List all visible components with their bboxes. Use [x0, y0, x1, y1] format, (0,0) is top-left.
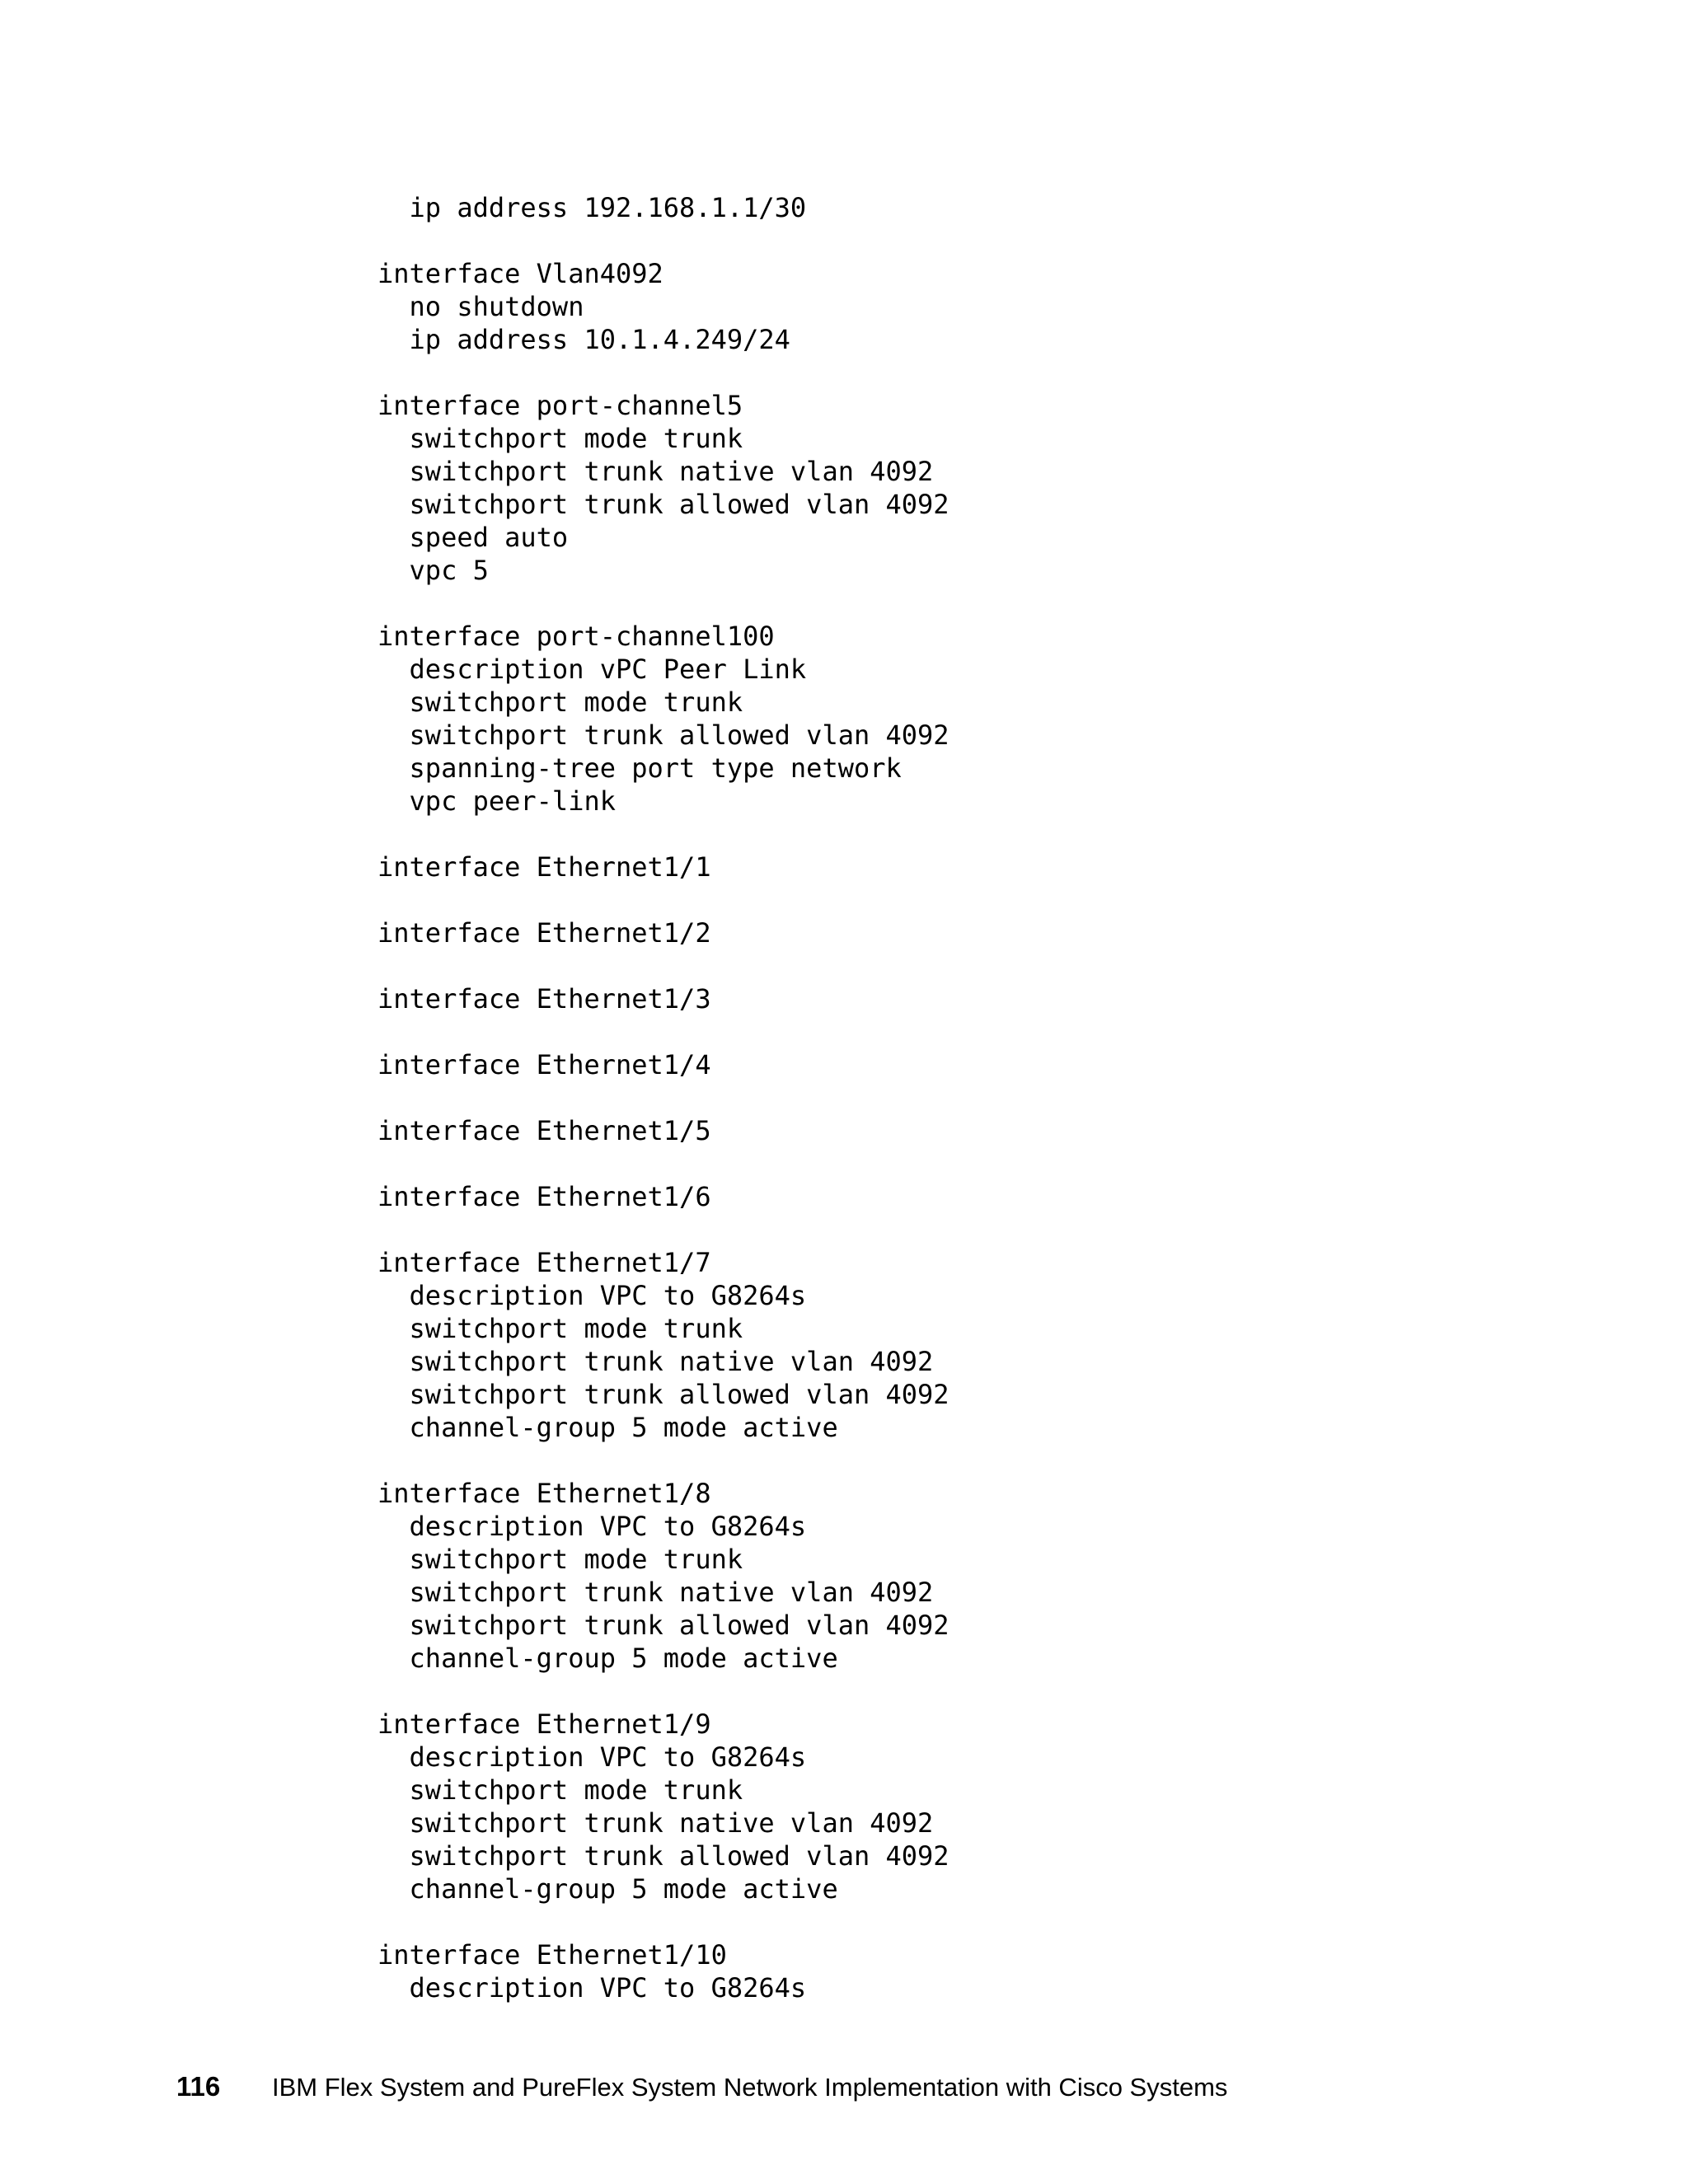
code-line — [377, 1147, 1531, 1180]
code-line: description VPC to G8264s — [377, 1741, 807, 1773]
code-line: interface Ethernet1/7 — [377, 1247, 711, 1278]
code-line: description vPC Peer Link — [377, 654, 807, 685]
code-line: vpc peer-link — [377, 785, 616, 817]
code-line — [377, 1444, 1531, 1477]
code-line — [377, 883, 1531, 916]
code-listing — [377, 191, 1531, 2004]
code-line: interface port-channel100 — [377, 621, 775, 652]
code-line: channel-group 5 mode active — [377, 1412, 838, 1443]
code-line — [377, 1675, 1531, 1708]
code-line — [377, 1905, 1531, 1938]
code-line: switchport trunk allowed vlan 4092 — [377, 1840, 950, 1872]
code-line: spanning-tree port type network — [377, 752, 902, 784]
code-line — [377, 587, 1531, 620]
code-line: interface Ethernet1/1 — [377, 851, 711, 883]
code-line: interface Vlan4092 — [377, 258, 663, 289]
code-line: description VPC to G8264s — [377, 1972, 807, 2004]
code-line: switchport trunk allowed vlan 4092 — [377, 489, 950, 520]
code-line: interface Ethernet1/6 — [377, 1181, 711, 1212]
code-line: vpc 5 — [377, 555, 489, 586]
code-line: ip address 10.1.4.249/24 — [377, 324, 790, 355]
code-line: interface Ethernet1/8 — [377, 1478, 711, 1509]
code-line: interface Ethernet1/3 — [377, 983, 711, 1015]
code-line: switchport trunk allowed vlan 4092 — [377, 1610, 950, 1641]
code-line: switchport mode trunk — [377, 1774, 743, 1806]
page-footer — [176, 2069, 1578, 2105]
code-line: channel-group 5 mode active — [377, 1643, 838, 1674]
code-line: switchport mode trunk — [377, 423, 743, 454]
code-line: interface Ethernet1/2 — [377, 917, 711, 949]
code-line: switchport mode trunk — [377, 1313, 743, 1344]
page-number: 116 — [176, 2071, 221, 2102]
code-line: switchport trunk native vlan 4092 — [377, 1577, 934, 1608]
code-line — [377, 1015, 1531, 1048]
code-line: switchport mode trunk — [377, 1544, 743, 1575]
code-line: switchport trunk allowed vlan 4092 — [377, 719, 950, 751]
code-line: interface Ethernet1/4 — [377, 1049, 711, 1080]
code-line — [377, 1213, 1531, 1246]
code-line: description VPC to G8264s — [377, 1511, 807, 1542]
code-line: description VPC to G8264s — [377, 1280, 807, 1311]
code-line — [377, 224, 1531, 257]
code-line: switchport trunk native vlan 4092 — [377, 1346, 934, 1377]
code-line: no shutdown — [377, 291, 584, 322]
code-line: switchport trunk native vlan 4092 — [377, 1807, 934, 1839]
code-line: interface port-channel5 — [377, 390, 743, 421]
code-line: switchport trunk native vlan 4092 — [377, 456, 934, 487]
code-line: switchport trunk allowed vlan 4092 — [377, 1379, 950, 1410]
code-line — [377, 818, 1531, 851]
code-line: channel-group 5 mode active — [377, 1873, 838, 1905]
code-line: switchport mode trunk — [377, 687, 743, 718]
code-line — [377, 1081, 1531, 1114]
code-line — [377, 356, 1531, 389]
code-line: ip address 192.168.1.1/30 — [377, 192, 807, 223]
code-line: speed auto — [377, 522, 569, 553]
code-line: interface Ethernet1/9 — [377, 1708, 711, 1740]
book-title: IBM Flex System and PureFlex System Network Implementation with Cisco Systems — [272, 2073, 1228, 2102]
code-line — [377, 949, 1531, 982]
code-line: interface Ethernet1/5 — [377, 1115, 711, 1146]
code-line: interface Ethernet1/10 — [377, 1939, 727, 1971]
